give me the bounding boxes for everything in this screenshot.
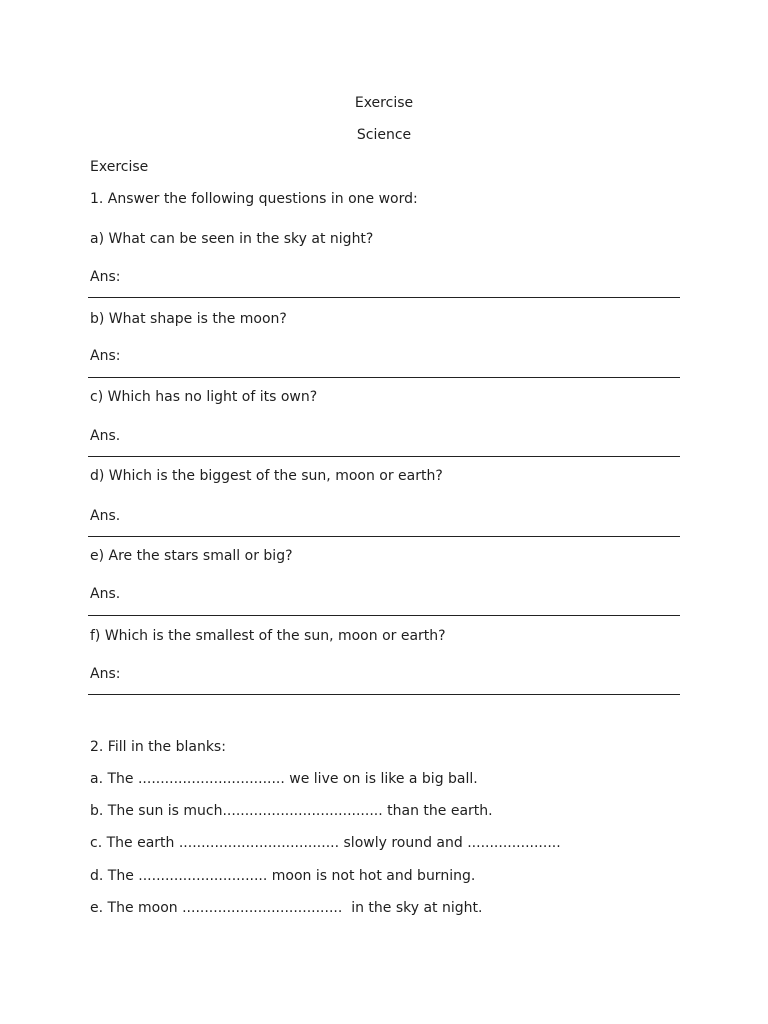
subject-title: Science — [356, 127, 412, 143]
answer-label-d: Ans. — [90, 508, 121, 524]
fill-blank-b: b. The sun is much.................................... than the earth. — [90, 803, 493, 819]
section-label: Exercise — [90, 159, 149, 175]
fill-blank-c: c. The earth .................................... slowly round and ..................... — [90, 835, 561, 851]
answer-line-d — [88, 536, 680, 537]
answer-label-b: Ans: — [90, 348, 121, 364]
question-b: b) What shape is the moon? — [90, 311, 287, 327]
answer-label-c: Ans. — [90, 428, 121, 444]
answer-line-f — [88, 694, 680, 695]
part1-heading: 1. Answer the following questions in one word: — [90, 191, 418, 207]
document-title: Exercise — [354, 95, 414, 111]
part2-heading: 2. Fill in the blanks: — [90, 739, 226, 755]
fill-blank-d: d. The ............................. moon is not hot and burning. — [90, 868, 476, 884]
answer-label-e: Ans. — [90, 586, 121, 602]
question-d: d) Which is the biggest of the sun, moon or earth? — [90, 468, 443, 484]
answer-line-c — [88, 456, 680, 457]
answer-line-b — [88, 377, 680, 378]
answer-label-f: Ans: — [90, 666, 121, 682]
fill-blank-e: e. The moon .................................... in the sky at night. — [90, 900, 483, 916]
answer-line-e — [88, 615, 680, 616]
question-c: c) Which has no light of its own? — [90, 389, 318, 405]
question-a: a) What can be seen in the sky at night? — [90, 231, 374, 247]
answer-label-a: Ans: — [90, 269, 121, 285]
question-f: f) Which is the smallest of the sun, moon or earth? — [90, 628, 446, 644]
question-e: e) Are the stars small or big? — [90, 548, 293, 564]
fill-blank-a: a. The ................................. we live on is like a big ball. — [90, 771, 478, 787]
answer-line-a — [88, 297, 680, 298]
